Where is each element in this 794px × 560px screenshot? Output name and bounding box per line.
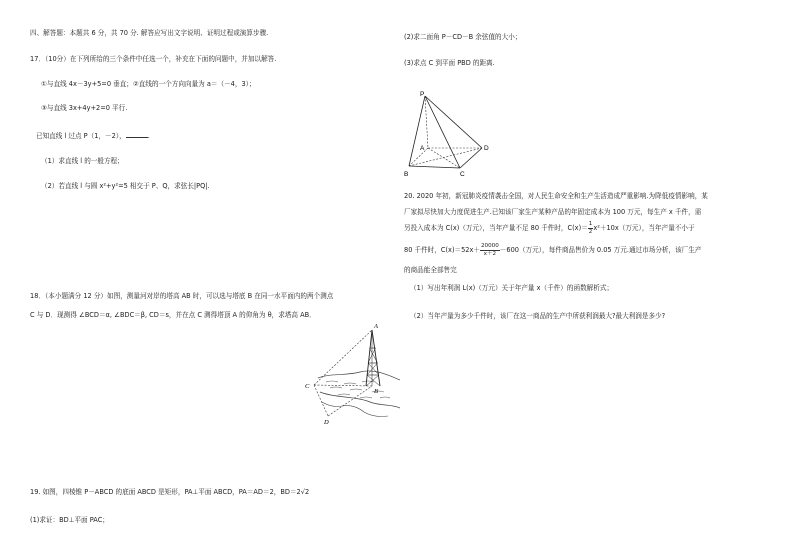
q17-stem: 17．（10分）在下列所给的三个条件中任选一个，补充在下面的问题中，并加以解答. bbox=[30, 55, 277, 63]
q17-conditions-1-2: ①与直线 4x－3y+5=0 垂直；②直线的一个方向向量为 a＝（－4，3）； bbox=[41, 80, 256, 88]
fraction-20000 bbox=[480, 243, 500, 257]
figure-label-a: A bbox=[420, 145, 425, 152]
q20-line-3 bbox=[404, 221, 695, 235]
fraction-numerator: 1 bbox=[588, 221, 593, 227]
q19-part-3: (3)求点 C 到平面 PBD 的距离. bbox=[404, 59, 495, 67]
figure-label-c: C bbox=[460, 171, 465, 178]
q20-part-1: （1）写出年利润 L(x)（万元）关于年产量 x（千件）的函数解析式； bbox=[410, 284, 614, 292]
pyramid-figure bbox=[400, 88, 500, 180]
figure-label-a: A bbox=[374, 323, 378, 330]
figure-label-c: C bbox=[305, 383, 310, 390]
q20-line-2: 厂家拟尽快加大力度促进生产.已知该厂家生产某种产品的年固定成本为 100 万元，每生产 x 千件，需 bbox=[404, 208, 702, 216]
q19-part-1: (1)求证：BD⊥平面 PAC； bbox=[30, 516, 109, 524]
q20-line-4-post: －600（万元），每件商品售价为 0.05 万元.通过市场分析，该厂生产 bbox=[499, 246, 702, 254]
q20-line-1: 20. 2020 年初，新冠肺炎疫情袭击全国，对人民生命安全和生产生活造成严重影响.为降低疫情影响，某 bbox=[404, 192, 708, 200]
fraction-denominator: 2 bbox=[588, 228, 593, 235]
figure-label-d: D bbox=[324, 419, 329, 426]
q17-part-1: （1）求直线 l 的一般方程； bbox=[41, 157, 124, 165]
q20-line-4-pre: 80 千件时，C(x)＝52x＋ bbox=[404, 246, 480, 254]
q19-part-2: (2)求二面角 P－CD－B 余弦值的大小； bbox=[404, 33, 522, 41]
q17-given-text: 已知直线 l 过点 P（1，－2）， bbox=[36, 132, 126, 140]
q17-given: 已知直线 l 过点 P（1，－2）， . bbox=[36, 132, 150, 140]
figure-label-b: B bbox=[374, 388, 378, 395]
q17-condition-3: ③与直线 3x+4y+2=0 平行. bbox=[41, 104, 128, 112]
q17-part-2: （2）若直线 l 与圆 x²+y²=5 相交于 P、Q，求弦长|PQ|. bbox=[41, 182, 210, 190]
figure-label-d: D bbox=[484, 145, 489, 152]
figure-label-p: P bbox=[420, 91, 425, 98]
q19-line-1: 19. 如图，四棱锥 P－ABCD 的底面 ABCD 是矩形，PA⊥平面 ABCD，PA＝AD＝2，BD＝2√2 bbox=[30, 488, 310, 496]
q20-part-2: （2）当年产量为多少千件时，该厂在这一商品的生产中所获利润最大?最大利润是多少? bbox=[410, 312, 666, 320]
q18-line-2: C 与 D．现测得 ∠BCD＝α, ∠BDC＝β, CD＝s，并在点 C 测得塔顶 A 的仰角为 θ，求塔高 AB． bbox=[30, 311, 316, 319]
section-heading: 四、解答题：本题共 6 分，共 70 分. 解答应写出文字说明、证明过程或演算步骤. bbox=[30, 29, 269, 37]
q20-line-4 bbox=[404, 243, 702, 257]
q20-line-3-pre: 另投入成本为 C(x)（万元），当年产量不足 80 千件时，C(x)＝ bbox=[404, 224, 588, 232]
answer-blank bbox=[126, 131, 148, 138]
tower-river-figure bbox=[300, 318, 410, 428]
q20-line-5: 的商品能全部售完 bbox=[404, 266, 457, 274]
fraction-denominator: x＋2 bbox=[483, 250, 497, 257]
q20-line-3-post: x²＋10x（万元），当年产量不小于 bbox=[593, 224, 695, 232]
q18-line-1: 18．（本小题满分 12 分）如图，测量河对岸的塔高 AB 时，可以选与塔底 B 在同一水平面内的两个测点 bbox=[30, 292, 334, 300]
fraction-numerator: 20000 bbox=[481, 243, 499, 249]
figure-label-b: B bbox=[404, 171, 409, 178]
